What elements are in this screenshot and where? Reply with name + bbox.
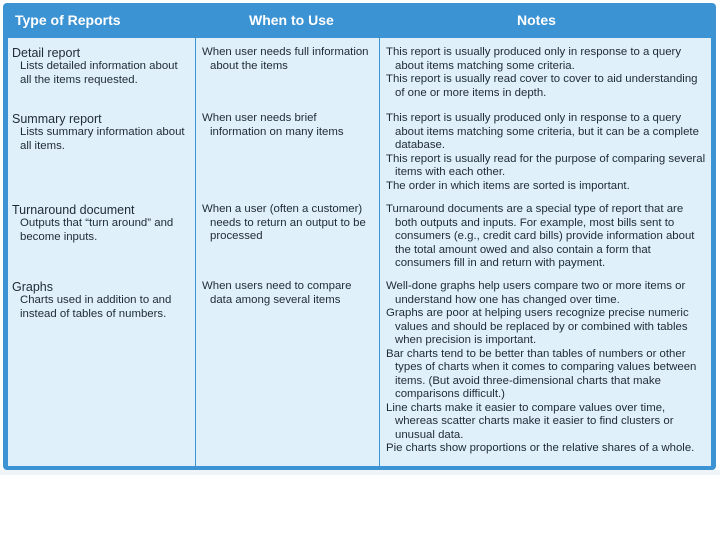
report-type-name: Turnaround document <box>12 203 135 217</box>
when-to-use-cell <box>202 46 374 73</box>
when-to-use-cell <box>202 203 374 244</box>
report-type-description: Lists detailed information about all the items requested. <box>20 60 178 86</box>
note-item: Line charts make it easier to compare values over time, whereas scatter charts make it easier to find clusters or unusual data. <box>386 401 674 441</box>
column-divider <box>195 38 196 466</box>
column-divider <box>379 38 380 466</box>
note-item: Turnaround documents are a special type of report that are both outputs and inputs. For example, most bills sent to consumers (e.g., credit card bills) provide information about the total amount owed and also contain a form that consumers fill in and return with payment. <box>386 203 695 269</box>
report-type-description: Charts used in addition to and instead of tables of numbers. <box>20 294 172 320</box>
note-item: The order in which items are sorted is important. <box>386 179 630 192</box>
bottom-divider <box>0 470 720 475</box>
report-type-name: Summary report <box>12 112 102 126</box>
report-type-cell <box>12 46 188 87</box>
when-to-use-text: When user needs brief information on many items <box>202 112 344 138</box>
note-item: This report is usually produced only in response to a query about items matching some criteria, but it can be a complete database. <box>386 112 699 151</box>
when-to-use-cell <box>202 112 374 139</box>
when-to-use-text: When users need to compare data among several items <box>202 280 352 306</box>
when-to-use-text: When a user (often a customer) needs to return an output to be processed <box>202 203 366 242</box>
report-type-cell <box>12 112 188 153</box>
report-type-name: Detail report <box>12 46 81 60</box>
note-item: This report is usually produced only in response to a query about items matching some criteria. <box>386 46 682 72</box>
notes-cell <box>386 203 708 271</box>
note-item: Graphs are poor at helping users recognize precise numeric values and should be replaced by or combined with tables when precision is important. <box>386 307 689 346</box>
header-when-to-use: When to Use <box>249 12 334 28</box>
note-item: Pie charts show proportions or the relative shares of a whole. <box>386 442 695 454</box>
report-type-cell <box>12 280 188 321</box>
note-item: This report is usually read cover to cover to aid understanding of one or more items in depth. <box>386 73 698 99</box>
report-type-description: Outputs that “turn around” and become inputs. <box>20 217 174 243</box>
note-item: This report is usually read for the purpose of comparing several items with each other. <box>386 152 706 178</box>
report-types-table <box>3 3 716 470</box>
table-body <box>8 38 711 466</box>
note-item: Well-done graphs help users compare two or more items or understand how one has changed over time. <box>386 280 686 306</box>
report-type-cell <box>12 203 188 244</box>
notes-cell <box>386 46 708 100</box>
notes-cell <box>386 112 708 193</box>
table-header <box>3 3 716 37</box>
when-to-use-cell <box>202 280 374 307</box>
report-type-name: Graphs <box>12 280 53 294</box>
header-notes: Notes <box>517 12 556 28</box>
report-type-description: Lists summary information about all items. <box>20 126 185 152</box>
note-item: Bar charts tend to be better than tables of numbers or other types of charts when it comes to comparing values between items. (But avoid three-dimensional charts that make comparisons difficult.) <box>386 347 697 400</box>
when-to-use-text: When user needs full information about the items <box>202 46 369 72</box>
notes-cell <box>386 280 708 456</box>
header-type-of-reports: Type of Reports <box>15 12 121 28</box>
